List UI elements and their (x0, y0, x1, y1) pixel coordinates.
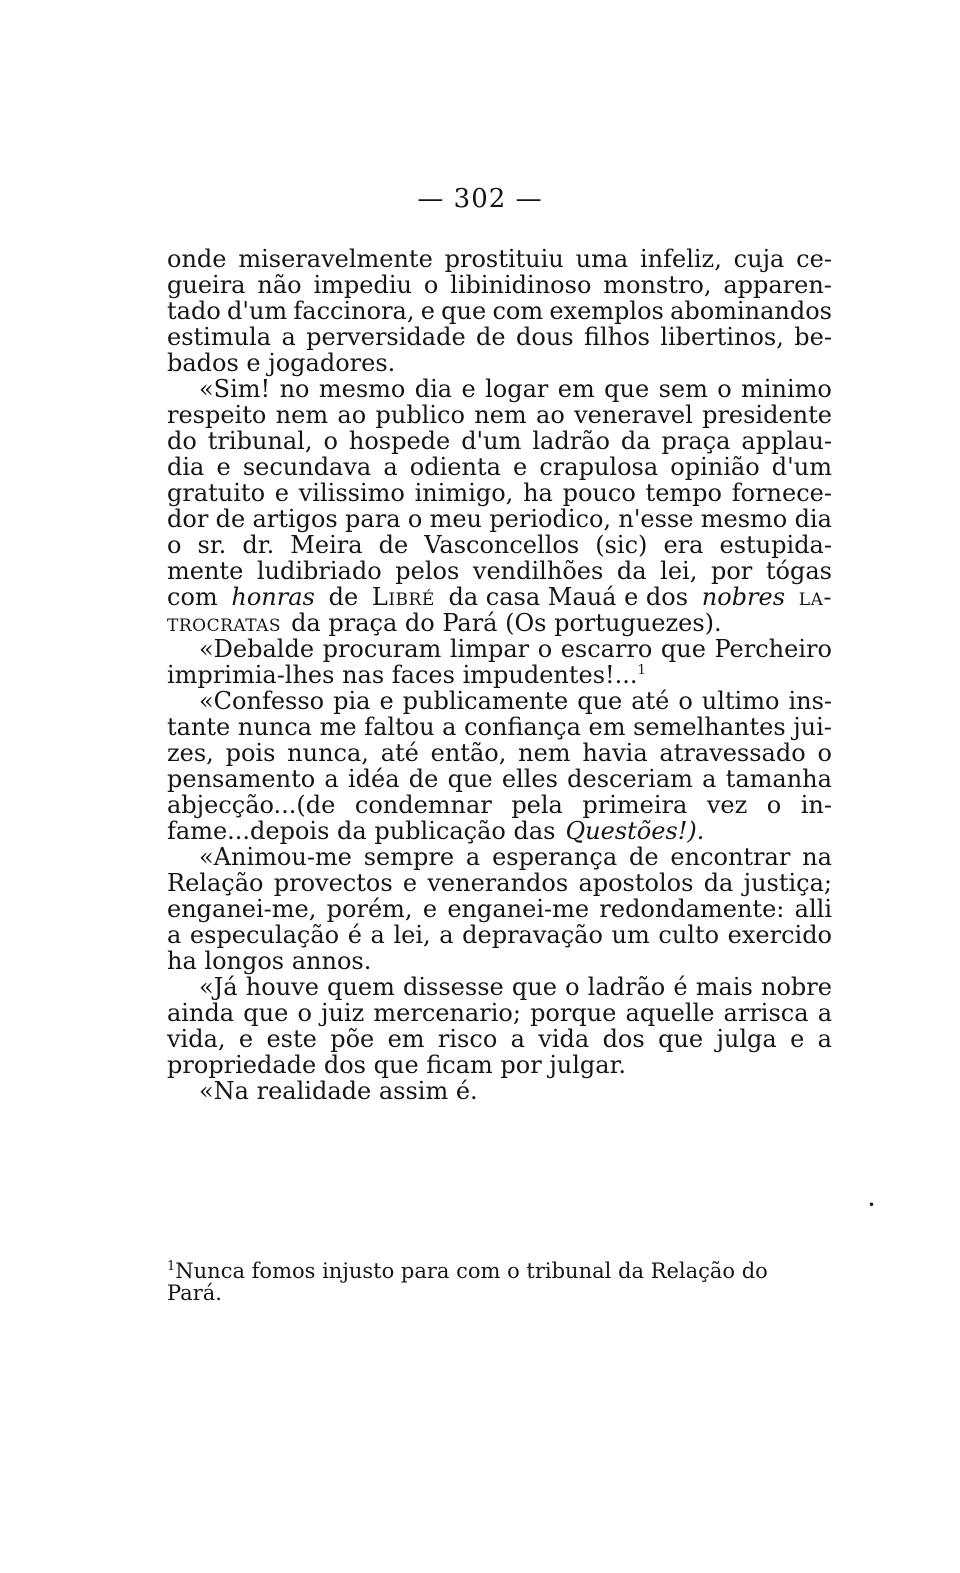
word: na (802, 843, 832, 871)
word: um (611, 921, 650, 949)
word: até (631, 687, 670, 715)
italic-run: Questões!). (565, 817, 705, 845)
word: de (628, 843, 659, 871)
footnote-line: Pará. (167, 1281, 222, 1305)
text-run: da praça do Pará (Os portuguezes). (291, 609, 722, 637)
footnote (167, 1260, 832, 1304)
word: miseravelmente (238, 245, 433, 273)
word: alli (794, 895, 832, 923)
text-line (167, 480, 832, 506)
word: o (565, 973, 580, 1001)
text-run: da casa Mauá e dos (448, 583, 689, 611)
word: perversidade (306, 323, 466, 351)
word: a (817, 999, 832, 1027)
word: de (476, 323, 506, 351)
word: libinidinoso (450, 271, 592, 299)
word: que (604, 375, 650, 403)
word: a (370, 921, 385, 949)
word: escarro (560, 635, 653, 663)
word: vez (706, 791, 748, 819)
word: Percheiro (714, 635, 832, 663)
word: a (324, 765, 339, 793)
word: ainda (167, 999, 235, 1027)
word: monstro, (603, 271, 712, 299)
word: abominandos (670, 297, 832, 325)
word: julga (716, 1025, 777, 1053)
word: d'um (461, 427, 522, 455)
word: e (379, 687, 394, 715)
word: presidente (702, 401, 832, 429)
word: quem (327, 973, 395, 1001)
word: nunca, (287, 739, 369, 767)
word: ladrão (532, 427, 610, 455)
body-text (167, 246, 832, 1104)
word: a (702, 765, 717, 793)
word: idéa (347, 765, 400, 793)
word: que (658, 1025, 704, 1053)
word: culto (658, 921, 720, 949)
text-line-with-footnote (167, 662, 832, 688)
word: nem (518, 739, 571, 767)
word: ins- (788, 687, 832, 715)
word: Meira (290, 531, 363, 559)
word: em (588, 713, 626, 741)
text-line (167, 1000, 832, 1026)
word: filhos (584, 323, 650, 351)
word: n'esse (618, 505, 694, 533)
word: condemnar (354, 791, 492, 819)
text-line: bados e jogadores. (167, 349, 396, 377)
text-line (167, 532, 832, 558)
text-line (167, 428, 832, 454)
word: (sic) (595, 531, 648, 559)
word: «Animou-me (199, 843, 352, 871)
word: nobre (760, 973, 832, 1001)
word: cuja (733, 245, 785, 273)
footnote-text (167, 1260, 768, 1282)
text-line (167, 714, 832, 740)
word: jui- (793, 713, 832, 741)
word: libertinos, (660, 323, 784, 351)
word: primeira (582, 791, 688, 819)
text-line (167, 792, 832, 818)
word: «Já (199, 973, 238, 1001)
word: risco (437, 1025, 498, 1053)
word: «Debalde (199, 635, 315, 663)
word: que (660, 635, 706, 663)
small-caps-run: la- (798, 583, 832, 611)
word: «Confesso (199, 687, 325, 715)
word: artigos (252, 505, 338, 533)
word: ce- (796, 245, 832, 273)
word: mesmo (700, 505, 788, 533)
word: dos (602, 1025, 645, 1053)
footnote-marker: 1 (637, 663, 646, 678)
word: e (402, 869, 418, 897)
small-caps-run: trocratas (167, 609, 282, 637)
word: publico (375, 401, 465, 429)
word: praça (661, 427, 731, 455)
text-line-mixed (167, 610, 832, 636)
word: ladrão (587, 973, 666, 1001)
word: que (441, 297, 487, 325)
word: procuram (322, 635, 442, 663)
word: dia (794, 505, 832, 533)
word: dia (167, 453, 205, 481)
word: para (345, 505, 401, 533)
word: Vasconcellos (424, 531, 580, 559)
word: arrisca (723, 999, 809, 1027)
word: gratuito (167, 479, 266, 507)
word: o (678, 687, 693, 715)
word: por (710, 557, 753, 585)
text-line (167, 558, 832, 584)
word: ultimo (701, 687, 780, 715)
word: me (319, 713, 357, 741)
word: nem (474, 401, 527, 429)
word: Relação (167, 869, 264, 897)
text-line-mixed (167, 584, 832, 610)
word: d'um (771, 453, 832, 481)
italic-run: nobres (701, 583, 786, 611)
word: provectos (273, 869, 393, 897)
text-line: ha longos annos. (167, 947, 372, 975)
word: exercido (727, 921, 832, 949)
word: até (380, 739, 419, 767)
word: elles (501, 765, 558, 793)
footnote-line (167, 1260, 832, 1282)
word: tante (167, 713, 231, 741)
word: periodico, (489, 505, 612, 533)
word: a (510, 1025, 525, 1053)
text-line (167, 740, 832, 766)
word: o (297, 999, 312, 1027)
word: secundava (242, 453, 372, 481)
page-number: — 302 — (417, 184, 543, 214)
word: d'um (227, 297, 288, 325)
word: vendilhões (472, 557, 604, 585)
text-line (167, 324, 832, 350)
word: no (279, 375, 310, 403)
word: enganei-me, (167, 895, 317, 923)
word: em (387, 1025, 425, 1053)
text-line (167, 688, 832, 714)
word: de (215, 505, 246, 533)
word: sempre (363, 843, 455, 871)
word: dor (167, 505, 209, 533)
word: hospede (348, 427, 451, 455)
word: encontrar (670, 843, 791, 871)
word: ha (523, 479, 553, 507)
word: mais (695, 973, 753, 1001)
text-run: imprimia-lhes nas faces impudentes!... (167, 661, 638, 689)
text-line (167, 402, 832, 428)
word: do (167, 427, 197, 455)
word: o (817, 739, 832, 767)
text-line (167, 974, 832, 1000)
word: estimula (167, 323, 272, 351)
word: enganei-me (447, 895, 590, 923)
word: «Sim! (199, 375, 271, 403)
word: minimo (741, 375, 832, 403)
word: pia (333, 687, 371, 715)
word: em (557, 375, 595, 403)
word: dous (516, 323, 574, 351)
word: aquelle (625, 999, 715, 1027)
word: be- (794, 323, 832, 351)
word: o (717, 375, 732, 403)
word: impediu (313, 271, 412, 299)
word: o (407, 505, 423, 533)
word: mesmo (318, 375, 406, 403)
word: a (465, 843, 481, 871)
word: e (238, 1025, 254, 1053)
word: gueira (167, 271, 246, 299)
word: porque (530, 999, 617, 1027)
word: e (513, 453, 528, 481)
word: pelos (395, 557, 460, 585)
word: prostituiu (444, 245, 564, 273)
word: opinião (670, 453, 760, 481)
word: tempo (645, 479, 722, 507)
word: onde (167, 245, 227, 273)
word: esperança (492, 843, 618, 871)
word: lei, (393, 921, 431, 949)
word: ao (337, 401, 367, 429)
word: é (347, 921, 362, 949)
word: atravessado (659, 739, 806, 767)
word: o (766, 791, 782, 819)
word: o (323, 427, 338, 455)
word: faccinora, (293, 297, 415, 325)
word: com (492, 297, 544, 325)
word: e (422, 895, 438, 923)
word: tado (167, 297, 221, 325)
word: que (577, 687, 623, 715)
text-line (167, 870, 832, 896)
word: e (790, 1025, 805, 1053)
word: lei, (660, 557, 698, 585)
word: a (439, 921, 454, 949)
text-line (167, 506, 832, 532)
text-line (167, 272, 832, 298)
italic-run: honras (231, 583, 315, 611)
text-line: «Na realidade assim é. (199, 1077, 478, 1105)
text-line (167, 298, 832, 324)
word: abjecção...(de (167, 791, 336, 819)
word: da (616, 557, 647, 585)
word: vilissimo (298, 479, 405, 507)
word: estupida- (719, 531, 832, 559)
word: nunca (237, 713, 312, 741)
text-line: propriedade dos que ficam por julgar. (167, 1051, 627, 1079)
text-line (167, 1026, 832, 1052)
word: houve (245, 973, 319, 1001)
word: e (461, 375, 476, 403)
small-caps-run: Libré (371, 583, 435, 611)
word: pouco (562, 479, 636, 507)
word: redondamente: (599, 895, 785, 923)
word: da (620, 427, 651, 455)
word: fornece- (731, 479, 832, 507)
word: veneravel (574, 401, 693, 429)
word: meu (429, 505, 482, 533)
word: a (167, 921, 182, 949)
word: era (663, 531, 704, 559)
word: logar (485, 375, 549, 403)
word: in- (800, 791, 832, 819)
word: o (167, 531, 182, 559)
text-line (167, 246, 832, 272)
word: mercenario; (373, 999, 521, 1027)
word: não (257, 271, 302, 299)
word: de (408, 765, 439, 793)
word: desceriam (567, 765, 693, 793)
word: o (537, 635, 553, 663)
text-run: fame...depois da publicação das (167, 817, 556, 845)
word: ludibriado (256, 557, 382, 585)
footnote-line-1: Nunca fomos injusto para com o tribunal da Relação do (175, 1259, 768, 1283)
word: applau- (741, 427, 832, 455)
word: exemplos (549, 297, 664, 325)
word: respeito (167, 401, 267, 429)
word: a (442, 713, 457, 741)
word: de (378, 531, 409, 559)
text-line (167, 896, 832, 922)
word: tribunal, (207, 427, 313, 455)
word: pois (225, 739, 276, 767)
word: vida (538, 1025, 590, 1053)
word: odienta (409, 453, 501, 481)
text-line (167, 376, 832, 402)
text-run: de (328, 583, 359, 611)
word: e (420, 297, 435, 325)
word: sr. (197, 531, 227, 559)
word: a (383, 453, 398, 481)
word: a (281, 323, 296, 351)
word: zes, (167, 739, 214, 767)
word: limpar (449, 635, 530, 663)
word: a (817, 1025, 832, 1053)
word: da (703, 869, 734, 897)
text-line (167, 454, 832, 480)
word: venerandos (427, 869, 569, 897)
word: justiça; (743, 869, 832, 897)
word: nem (275, 401, 329, 429)
stray-mark: • (868, 1198, 876, 1212)
text-line-mixed (167, 818, 832, 844)
word: dia (414, 375, 453, 403)
word: inimigo, (414, 479, 514, 507)
word: sem (658, 375, 708, 403)
word: apparen- (723, 271, 832, 299)
word: que (511, 973, 557, 1001)
text-line (167, 922, 832, 948)
word: mente (167, 557, 244, 585)
word: dr. (242, 531, 275, 559)
word: e (216, 453, 231, 481)
word: o (423, 271, 439, 299)
word: vida, (167, 1025, 226, 1053)
word: crapulosa (539, 453, 659, 481)
word: infeliz, (639, 245, 722, 273)
word: que (447, 765, 493, 793)
word: publicamente (402, 687, 569, 715)
word: havia (582, 739, 648, 767)
word: então, (430, 739, 507, 767)
word: confiança (464, 713, 581, 741)
word: depravação (462, 921, 603, 949)
text-run: com (167, 583, 218, 611)
word: porém, (326, 895, 413, 923)
word: tógas (765, 557, 832, 585)
word: faltou (364, 713, 435, 741)
word: é (673, 973, 688, 1001)
word: e (274, 479, 289, 507)
word: especulação (189, 921, 340, 949)
word: juiz (321, 999, 365, 1027)
text-line (167, 844, 832, 870)
word: semelhantes (633, 713, 786, 741)
word: põe (330, 1025, 375, 1053)
word: pensamento (167, 765, 316, 793)
word: ao (536, 401, 565, 429)
word: uma (575, 245, 629, 273)
word: este (266, 1025, 317, 1053)
word: apostolos (578, 869, 694, 897)
text-line (167, 636, 832, 662)
word: pela (511, 791, 563, 819)
text-line (167, 766, 832, 792)
footnote-marker: 1 (167, 1259, 176, 1274)
word: tamanha (725, 765, 832, 793)
word: que (243, 999, 289, 1027)
word: dissesse (403, 973, 504, 1001)
